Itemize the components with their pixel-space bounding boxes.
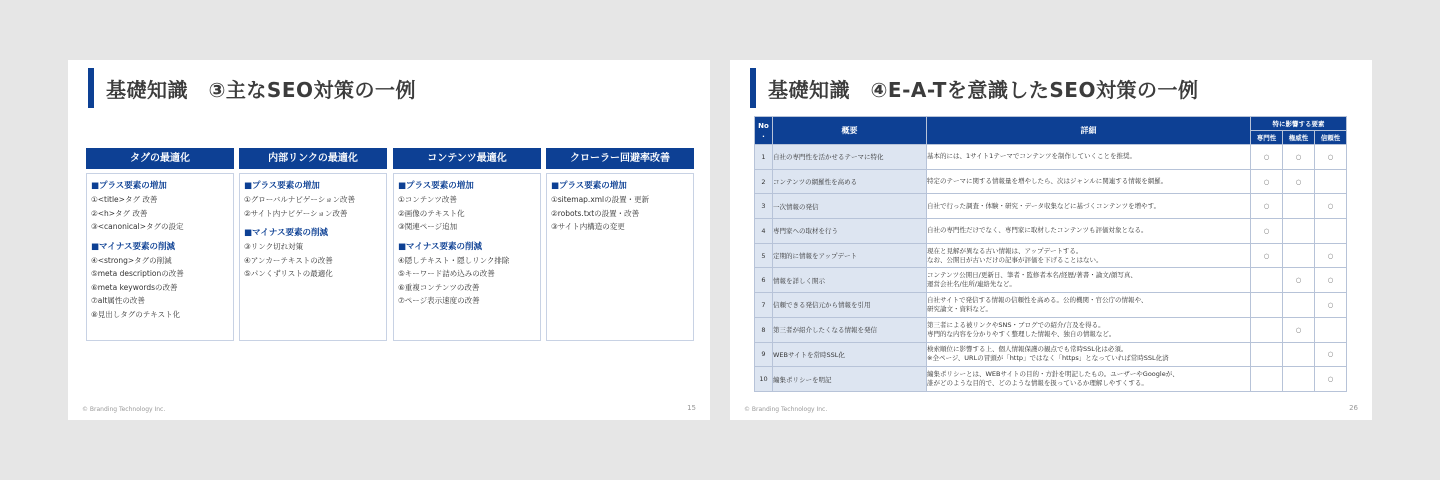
section-heading: ■プラス要素の増加: [91, 181, 167, 191]
list-item: ①グローバルナビゲーション改善: [244, 195, 356, 204]
mark-trust: ○: [1315, 268, 1347, 293]
list-item: ④<strong>タグの削減: [91, 255, 172, 265]
header-summary: 概要: [773, 117, 927, 145]
header-trust: 信頼性: [1315, 131, 1347, 145]
category-body: [86, 173, 234, 341]
row-summary: WEBサイトを常時SSL化: [773, 342, 927, 367]
row-number: 1: [755, 145, 773, 170]
mark-trust: ○: [1315, 243, 1347, 268]
table-row: [755, 317, 1347, 342]
detail-line: 研究論文・資料など。: [927, 304, 992, 313]
mark-authority: [1283, 342, 1315, 367]
detail-line: ※全ページ、URLの冒頭が「http」ではなく「https」となっていれば常時SSL化済: [927, 354, 1169, 363]
list-item: ①sitemap.xmlの設置・更新: [551, 195, 650, 204]
mark-authority: [1283, 367, 1315, 392]
list-item: ⑦ページ表示速度の改善: [398, 296, 480, 305]
list-item: ⑤パンくずリストの最適化: [244, 269, 333, 278]
header-authority: 権威性: [1283, 131, 1315, 145]
detail-line: 検索順位に影響する上、個人情報保護の観点でも常時SSL化は必須。: [927, 345, 1128, 354]
mark-expertise: [1251, 342, 1283, 367]
table-row: [755, 342, 1347, 367]
slide-eat-seo: [730, 60, 1372, 420]
mark-authority: ○: [1283, 268, 1315, 293]
row-detail: [927, 219, 1251, 244]
category-header: コンテンツ最適化: [393, 148, 541, 169]
section-heading: ■プラス要素の増加: [398, 181, 474, 191]
mark-expertise: ○: [1251, 145, 1283, 170]
row-summary: コンテンツの網羅性を高める: [773, 169, 927, 194]
category-column: [393, 148, 541, 341]
slide-title: 基礎知識 ④E-A-Tを意識したSEO対策の一例: [768, 78, 1199, 102]
row-summary: 信頼できる発信元から情報を引用: [773, 293, 927, 318]
category-body: [393, 173, 541, 341]
row-detail: [927, 243, 1251, 268]
mark-expertise: ○: [1251, 243, 1283, 268]
row-summary: 編集ポリシーを明記: [773, 367, 927, 392]
mark-trust: ○: [1315, 145, 1347, 170]
list-item: ⑥重複コンテンツの改善: [398, 282, 480, 292]
list-item: ⑦alt属性の改善: [91, 296, 145, 305]
table-row: [755, 145, 1347, 170]
list-item: ②robots.txtの設置・改善: [551, 208, 640, 218]
list-item: ⑥meta keywordsの改善: [91, 282, 178, 292]
category-header: クローラー回避率改善: [546, 148, 694, 169]
detail-line: コンテンツ公開日/更新日、筆者・監修者本名/経歴/著書・論文/顔写真、: [927, 271, 1137, 280]
row-detail: [927, 367, 1251, 392]
list-item: ③<canonical>タグの設定: [91, 222, 184, 231]
row-detail: [927, 268, 1251, 293]
row-number: 4: [755, 219, 773, 244]
row-number: 3: [755, 194, 773, 219]
row-number: 6: [755, 268, 773, 293]
footer-copyright: © Branding Technology Inc.: [82, 406, 166, 413]
header-no: [755, 117, 773, 145]
row-detail: [927, 293, 1251, 318]
list-item: ⑤meta descriptionの改善: [91, 269, 184, 278]
row-detail: [927, 194, 1251, 219]
header-detail: 詳細: [927, 117, 1251, 145]
section-spacer: [398, 234, 540, 241]
table-row: [755, 293, 1347, 318]
row-summary: 専門家への取材を行う: [773, 219, 927, 244]
table-row: [755, 367, 1347, 392]
mark-authority: [1283, 219, 1315, 244]
row-summary: 定期的に情報をアップデート: [773, 243, 927, 268]
table-row: [755, 243, 1347, 268]
row-number: 9: [755, 342, 773, 367]
section-heading: ■マイナス要素の削減: [244, 228, 329, 238]
slide-seo-examples: [68, 60, 710, 420]
page-number: 15: [687, 404, 696, 412]
mark-expertise: ○: [1251, 169, 1283, 194]
detail-line: 誰がどのような目的で、どのような情報を扱っているか理解しやすくする。: [927, 379, 1148, 388]
row-number: 2: [755, 169, 773, 194]
section-spacer: [91, 234, 233, 241]
mark-trust: ○: [1315, 194, 1347, 219]
list-item: ③関連ページ追加: [398, 222, 458, 231]
table-row: [755, 268, 1347, 293]
header-no-dot: .: [762, 130, 765, 139]
category-column: [86, 148, 234, 341]
title-accent-bar: [750, 68, 756, 108]
table-row: [755, 219, 1347, 244]
mark-expertise: [1251, 293, 1283, 318]
mark-trust: [1315, 169, 1347, 194]
row-summary: 自社の専門性を活かせるテーマに特化: [773, 145, 927, 170]
section-spacer: [244, 220, 386, 227]
section-heading: ■プラス要素の増加: [551, 181, 627, 191]
category-body: [546, 173, 694, 341]
detail-line: 自社サイトで発信する情報の信頼性を高める。公的機関・官公庁の情報や、: [927, 295, 1148, 304]
mark-trust: ○: [1315, 293, 1347, 318]
category-header: 内部リンクの最適化: [239, 148, 387, 169]
eat-table-body: [755, 145, 1347, 392]
footer-copyright: © Branding Technology Inc.: [744, 406, 828, 413]
detail-line: 編集ポリシーとは、WEBサイトの目的・方針を明記したもの。ユーザーやGoogleが、: [927, 370, 1179, 379]
list-item: ②サイト内ナビゲーション改善: [244, 208, 348, 218]
mark-trust: [1315, 219, 1347, 244]
mark-trust: ○: [1315, 342, 1347, 367]
mark-trust: ○: [1315, 367, 1347, 392]
list-item: ③サイト内構造の変更: [551, 222, 625, 231]
detail-line: 専門的な内容を分かりやすく整理した情報や、独自の情報など。: [927, 329, 1116, 338]
category-column: [239, 148, 387, 341]
row-summary: 一次情報の発信: [773, 194, 927, 219]
list-item: ④隠しテキスト・隠しリンク排除: [398, 255, 510, 265]
mark-expertise: ○: [1251, 219, 1283, 244]
header-no-label: No: [758, 121, 769, 130]
mark-authority: ○: [1283, 317, 1315, 342]
list-item: ①コンテンツ改善: [398, 195, 457, 204]
row-summary: 情報を詳しく開示: [773, 268, 927, 293]
detail-line: 現在と見解が異なる古い情報は、アップデートする。: [927, 246, 1083, 255]
table-row: [755, 194, 1347, 219]
section-heading: ■マイナス要素の削減: [398, 241, 483, 252]
row-detail: [927, 145, 1251, 170]
mark-authority: ○: [1283, 145, 1315, 170]
header-special-factors: 特に影響する要素: [1251, 117, 1347, 131]
slide-title: 基礎知識 ③主なSEO対策の一例: [106, 78, 417, 102]
row-number: 7: [755, 293, 773, 318]
category-header: タグの最適化: [86, 148, 234, 169]
header-expertise: 専門性: [1251, 131, 1283, 145]
mark-authority: ○: [1283, 169, 1315, 194]
table-row: [755, 169, 1347, 194]
list-item: ①<title>タグ 改善: [91, 195, 158, 204]
mark-authority: [1283, 243, 1315, 268]
section-heading: ■マイナス要素の削減: [91, 241, 176, 252]
row-number: 5: [755, 243, 773, 268]
title-accent-bar: [88, 68, 94, 108]
detail-line: 特定のテーマに関する情報量を増やしたら、次はジャンルに関連する情報を網羅。: [927, 177, 1168, 186]
mark-expertise: [1251, 317, 1283, 342]
list-item: ④アンカーテキストの改善: [244, 255, 333, 265]
list-item: ⑧見出しタグのテキスト化: [91, 309, 181, 319]
detail-line: なお、公開日が古いだけの記事が評価を下げることはない。: [927, 255, 1103, 264]
list-item: ⑤キーワード詰め込みの改善: [398, 269, 495, 278]
category-body: [239, 173, 387, 341]
mark-authority: [1283, 194, 1315, 219]
row-number: 10: [755, 367, 773, 392]
eat-table: [754, 116, 1347, 392]
mark-expertise: ○: [1251, 194, 1283, 219]
row-number: 8: [755, 317, 773, 342]
category-column: [546, 148, 694, 341]
mark-authority: [1283, 293, 1315, 318]
row-detail: [927, 169, 1251, 194]
row-detail: [927, 317, 1251, 342]
detail-line: 第三者による被リンクやSNS・ブログでの紹介/言及を得る。: [927, 320, 1105, 329]
detail-line: 自社の専門性だけでなく、専門家に取材したコンテンツも評価対象となる。: [927, 226, 1148, 235]
detail-line: 自社で行った調査・体験・研究・データ収集などに基づくコンテンツを増やす。: [927, 201, 1161, 210]
detail-line: 運営会社名/住所/連絡先など。: [927, 280, 1016, 289]
row-detail: [927, 342, 1251, 367]
mark-trust: [1315, 317, 1347, 342]
section-heading: ■プラス要素の増加: [244, 181, 320, 191]
detail-line: 基本的には、1サイト1テーマでコンテンツを制作していくことを推奨。: [927, 152, 1136, 161]
list-item: ③リンク切れ対策: [244, 242, 304, 251]
page-number: 26: [1349, 404, 1358, 412]
list-item: ②画像のテキスト化: [398, 208, 465, 218]
mark-expertise: [1251, 268, 1283, 293]
list-item: ②<h>タグ 改善: [91, 208, 148, 218]
mark-expertise: [1251, 367, 1283, 392]
row-summary: 第三者が紹介したくなる情報を発信: [773, 317, 927, 342]
